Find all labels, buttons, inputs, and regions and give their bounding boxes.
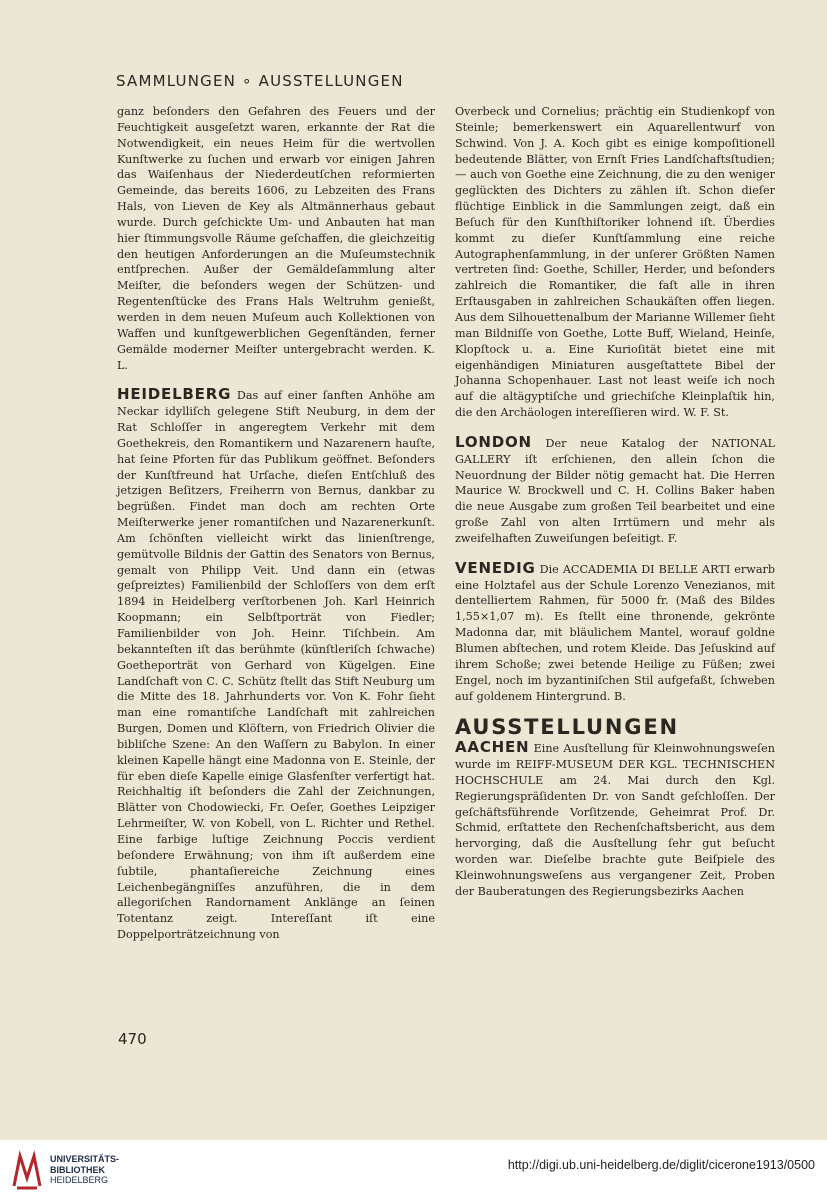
- left-column: [117, 104, 435, 943]
- page-number: 470: [118, 1030, 147, 1048]
- source-url[interactable]: http://digi.ub.uni-heidelberg.de/diglit/cicerone1913/0500: [507, 1158, 815, 1172]
- heidelberg-continuation: Overbeck und Cornelius; prächtig ein Studienkopf von Steinle; bemerkenswert ein Aquarellentwurf von Schwind. Von J. A. Koch gibt es einige kompoſitionell bedeutende Blätter, von Ernſt Fries Landſchaftsſtudien; — auch von Goethe eine Zeichnung, die zu den weniger geglückten des Dichters zu zählen iſt. Schon dieſer flüchtige Einblick in die Sammlungen zeigt, daß ein Beſuch für den Kunſthiſtoriker lohnend iſt. Überdies kommt zu dieſer Kunſtſammlung eine reiche Autographenſammlung, in der unſerer Größten Namen vertreten ſind: Goethe, Schiller, Herder, und beſonders zahlreich die Romantiker, die faſt alle in ihren Erſtausgaben in zahlreichen Schaukäſten offen liegen. Aus dem Silhouettenalbum der Marianne Willemer ſieht man Bildniſſe von Goethe, Lotte Buff, Wieland, Heinſe, Klopſtock u. a. Eine Kurioſität bietet eine mit eigenhändigen Miniaturen ausgeſtattete Bibel der Johanna Schopenhauer. Last not least weiſe ich noch auf die altägyptiſche und griechiſche Kleinplaſtik hin, die den Archäologen intereſſieren wird. W. F. St.: [455, 105, 775, 420]
- aachen-paragraph: [455, 740, 775, 899]
- aachen-text: Eine Ausſtellung für Kleinwohnungsweſen wurde im REIFF-MUSEUM DER KGL. TECHNISCHEN HOCHSCHULE am 24. Mai durch den Kgl. Regierungspräſidenten Dr. von Sandt geſchloſſen. Der geſchäftsführende Vorſitzende, Geheimrat Prof. Dr. Schmid, erſtattete den Rechenſchaftsbericht, aus dem hervorging, daß die Ausſtellung ſehr gut beſucht worden war. Dieſelbe brachte gute Beiſpiele des Kleinwohnungsweſens aus vergangener Zeit, Proben der Bauberatungen des Regierungsbezirks Aachen: [455, 742, 775, 898]
- running-head: SAMMLUNGEN ∘ AUSSTELLUNGEN: [116, 72, 404, 90]
- london-heading: LONDON: [455, 432, 532, 451]
- right-column: [455, 104, 775, 900]
- heidelberg-heading: HEIDELBERG: [117, 385, 232, 404]
- library-logo-icon: [10, 1148, 44, 1192]
- aachen-heading: AACHEN: [455, 738, 530, 757]
- footer-bar: [0, 1140, 827, 1201]
- venedig-heading: VENEDIG: [455, 558, 536, 577]
- venedig-paragraph: [455, 558, 775, 705]
- venedig-text: Die ACCADEMIA DI BELLE ARTI erwarb eine Holztafel aus der Schule Lorenzo Venezianos, mit dentelliertem Rahmen, für 5000 fr. (Maß des Bildes 1,55×1,07 m). Es ſtellt eine thronende, gekrönte Madonna dar, mit bläulichem Mantel, worauf goldne Blumen abſtechen, und rotem Kleide. Das Jeſuskind auf ihrem Schoße; zwei betende Heilige zu Füßen; zwei Engel, noch im byzantiniſchen Stil aufgefaßt, ſchweben auf goldenem Hintergrund. B.: [455, 562, 775, 703]
- section-title: AUSSTELLUNGEN: [455, 715, 679, 740]
- london-paragraph: [455, 432, 775, 547]
- haarlem-paragraph: ganz beſonders den Gefahren des Feuers und der Feuchtigkeit ausgeſetzt waren, erkannte der Rat die Notwendigkeit, ein neues Heim für die wertvollen Kunſtwerke zu ſuchen und erwarb vor einigen Jahren das Waiſenhaus der Niederdeutſchen reformierten Gemeinde, das bereits 1606, zu Lebzeiten des Frans Hals, von Lieven de Key als Altmännerhaus gebaut wurde. Durch geſchickte Um- und Anbauten hat man hier ſtimmungsvolle Räume geſchaffen, die gleichzeitig den heutigen Anforderungen an die Muſeumstechnik entſprechen. Außer der Gemäldeſammlung alter Meiſter, die beſonders wegen der Schützen- und Regentenſtücke des Frans Hals Weltruhm genießt, werden in dem neuen Muſeum auch Kollektionen von Waffen und kunſtgewerblichen Gegenſtänden, ferner Gemälde moderner Meiſter untergebracht werden. K. L.: [117, 105, 435, 372]
- heidelberg-paragraph: [117, 387, 435, 943]
- london-text: Der neue Katalog der NATIONAL GALLERY iſt erſchienen, den allein ſchon die Neuordnung der Bilder nötig gemacht hat. Die Herren Maurice W. Brockwell und C. H. Collins Baker haben die neue Ausgabe zum großen Teil bearbeitet und eine große Zahl von alten Irrtümern und mehr als zweifelhaften Zuweiſungen beſeitigt. F.: [455, 436, 775, 545]
- library-name: UNIVERSITÄTS- BIBLIOTHEK HEIDELBERG: [50, 1154, 120, 1185]
- heidelberg-text: Das auf einer ſanften Anhöhe am Neckar idylliſch gelegene Stift Neuburg, in dem der Rat Schloſſer in angeregtem Verkehr mit dem Goethekreis, den Romantikern und Nazarenern hauſte, hat ſeine Pforten für das Publikum geöffnet. Beſonders der Kunſtfreund hat Urſache, dieſen Entſchluß des jetzigen Beſitzers, Freiherrn von Bernus, dankbar zu begrüßen. Findet man doch am rechten Orte Meiſterwerke jener romantiſchen und Nazarenerkunſt. Am ſchönſten vielleicht wirkt das linienſtrenge, gemütvolle Bildnis der Gattin des Senators von Bernus, gemalt von Philipp Veit. Und dann ein (etwas geſpreiztes) Familienbild der Schloſſers von dem erſt 1894 in Heidelberg verſtorbenen Joh. Karl Heinrich Koopmann; ein Selbſtporträt von Fiedler; Familienbilder von Joh. Heinr. Tiſchbein. Am bekannteſten iſt das berühmte (künſtleriſch ſchwache) Goetheporträt von Gerhard von Kügelgen. Eine Landſchaft von C. C. Schütz ſtellt das Stift Neuburg um die Mitte des 18. Jahrhunderts vor. Von K. Fohr ſieht man eine romantiſche Landſchaft mit zahlreichen Burgen, Domen und Klöſtern, von Friedrich Olivier die bibliſche Szene: An den Waſſern zu Babylon. In einer kleinen Kapelle hängt eine Madonna von E. Steinle, der für eben dieſe Kapelle einige Glasfenſter verfertigt hat. Reichhaltig iſt beſonders die Zahl der Zeichnungen, Blätter von Chodowiecki, Fr. Oeſer, Goethes Leipziger Lehrmeiſter, W. von Kobell, von L. Richter und Rethel. Eine farbige luſtige Zeichnung Poccis verdient beſondere Erwähnung; von ihm iſt außerdem eine ſubtile, phantaſiereiche Zeichnung eines Leichenbegängniſſes anzuführen, die in dem allegoriſchen Randornament Anklänge an ſeinen Totentanz zeigt. Intereſſant iſt eine Doppelporträtzeichnung von: [117, 389, 435, 942]
